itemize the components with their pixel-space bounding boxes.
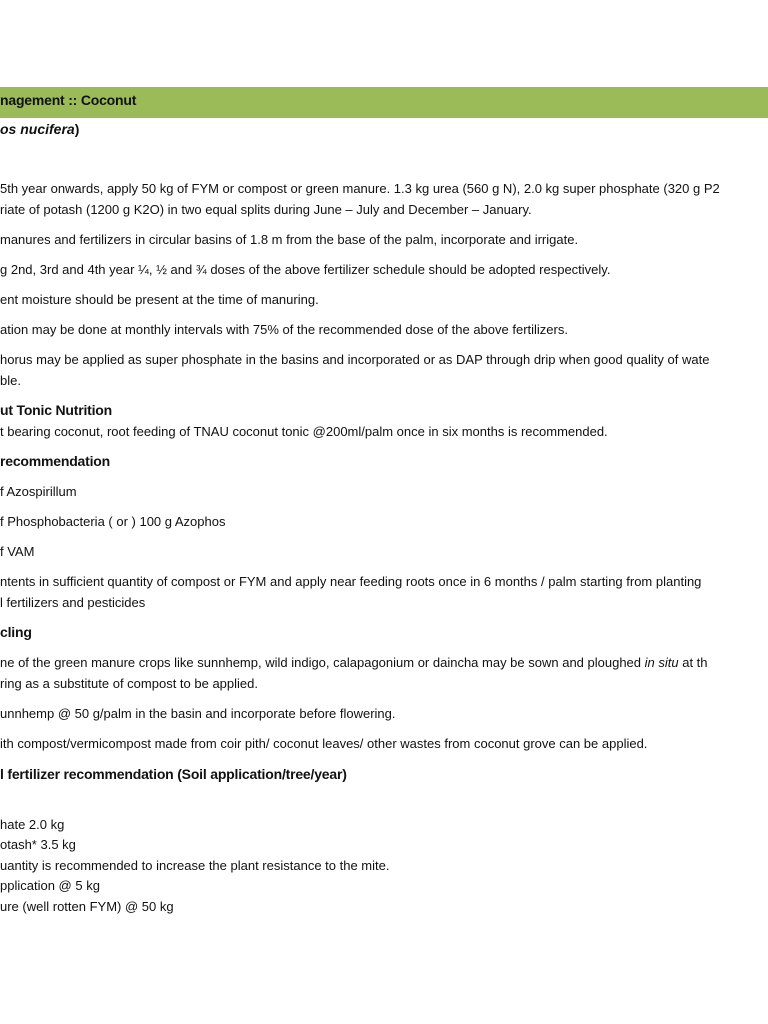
- fertilizer-item-potash: otash* 3.5 kg: [0, 837, 76, 852]
- paragraph-6-line-2: ble.: [0, 373, 21, 388]
- bio-text-line-2: l fertilizers and pesticides: [0, 595, 146, 610]
- species-name: os nucifera: [0, 121, 75, 137]
- fertilizer-item-application: pplication @ 5 kg: [0, 878, 100, 893]
- bio-item-phosphobacteria: f Phosphobacteria ( or ) 100 g Azophos: [0, 514, 226, 529]
- bio-item-azospirillum: f Azospirillum: [0, 484, 77, 499]
- recycling-text-b: at th: [678, 655, 708, 670]
- recycling-paragraph-1-line-1: [0, 655, 708, 671]
- recycling-text-a: ne of the green manure crops like sunnhemp, wild indigo, calapagonium or daincha may be sown and ploughed: [0, 655, 645, 670]
- bio-item-vam: f VAM: [0, 544, 35, 559]
- recycling-paragraph-1-line-2: ring as a substitute of compost to be applied.: [0, 676, 258, 691]
- species-close-paren: ): [74, 121, 80, 137]
- paragraph-2: manures and fertilizers in circular basins of 1.8 m from the base of the palm, incorporate and irrigate.: [0, 232, 579, 247]
- section-header-bar: [0, 87, 768, 118]
- bio-heading: recommendation: [0, 453, 110, 469]
- fertilizer-item-superphosphate: hate 2.0 kg: [0, 817, 65, 832]
- paragraph-1-line-2: riate of potash (1200 g K2O) in two equal splits during June – July and December – January.: [0, 202, 532, 217]
- paragraph-6-line-1: horus may be applied as super phosphate in the basins and incorporated or as DAP through drip when good quality of wate: [0, 352, 710, 367]
- species-name-line: [0, 121, 79, 137]
- tonic-heading: ut Tonic Nutrition: [0, 402, 113, 418]
- recycling-heading: cling: [0, 624, 32, 640]
- fertilizer-item-manure: ure (well rotten FYM) @ 50 kg: [0, 899, 174, 914]
- recycling-paragraph-3: ith compost/vermicompost made from coir pith/ coconut leaves/ other wastes from coconut grove can be applied.: [0, 736, 648, 751]
- recycling-text-italic: in situ: [644, 655, 679, 670]
- paragraph-3: g 2nd, 3rd and 4th year ¼, ½ and ¾ doses of the above fertilizer schedule should be adopted respectively.: [0, 262, 611, 277]
- tonic-text: t bearing coconut, root feeding of TNAU coconut tonic @200ml/palm once in six months is recommended.: [0, 424, 608, 439]
- page-title: nagement :: Coconut: [0, 92, 137, 108]
- recycling-paragraph-2: unnhemp @ 50 g/palm in the basin and incorporate before flowering.: [0, 706, 396, 721]
- paragraph-5: ation may be done at monthly intervals with 75% of the recommended dose of the above fertilizers.: [0, 322, 568, 337]
- paragraph-1-line-1: 5th year onwards, apply 50 kg of FYM or compost or green manure. 1.3 kg urea (560 g N), 2.0 kg super phosphate (320 g P2: [0, 181, 720, 196]
- bio-text-line-1: ntents in sufficient quantity of compost or FYM and apply near feeding roots once in 6 months / palm starting from planting: [0, 574, 702, 589]
- fertilizer-item-note: uantity is recommended to increase the plant resistance to the mite.: [0, 858, 390, 873]
- paragraph-4: ent moisture should be present at the time of manuring.: [0, 292, 319, 307]
- fertilizer-heading: l fertilizer recommendation (Soil application/tree/year): [0, 766, 347, 782]
